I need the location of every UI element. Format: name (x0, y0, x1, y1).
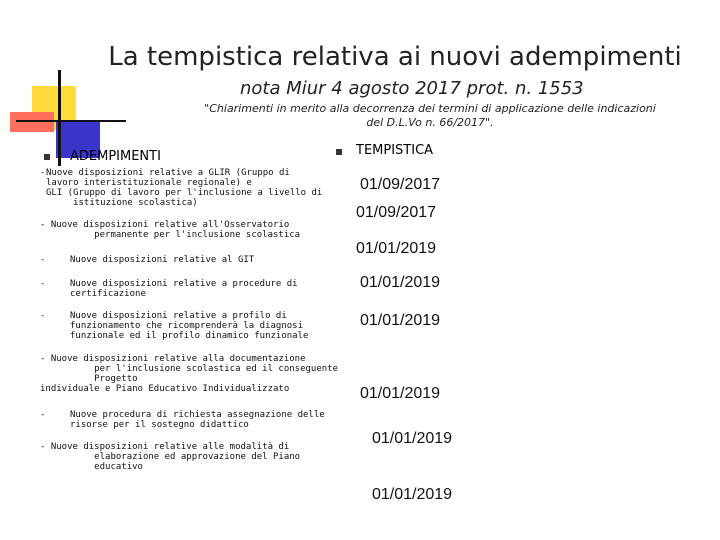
slide-title: La tempistica relativa ai nuovi adempimenti (108, 42, 682, 72)
item-7-text: Nuove procedura di richiesta assegnazione delle risorse per il sostegno didattico (70, 410, 325, 430)
item-4-text: Nuove disposizioni relative a procedure di certificazione (70, 279, 298, 299)
item-3-dash: - (40, 255, 46, 265)
date-8: 01/01/2019 (372, 486, 453, 503)
quote-line-1: "Chiarimenti in merito alla decorrenza dei termini di applicazione delle indicazioni (204, 102, 656, 115)
logo-red-square (10, 112, 54, 132)
item-1-dash: - (40, 168, 46, 178)
item-8-text: - Nuove disposizioni relative alle modalità di elaborazione ed approvazione del Piano educativo (40, 442, 301, 472)
quote-line-2: del D.L.Vo n. 66/2017". (366, 116, 494, 129)
slide-subtitle: nota Miur 4 agosto 2017 prot. n. 1553 (240, 78, 584, 99)
left-column-heading: ADEMPIMENTI (70, 149, 161, 164)
date-3: 01/01/2019 (356, 240, 437, 257)
item-6-text: - Nuove disposizioni relative alla documentazione per l'inclusione scolastica ed il conseguente Progetto individuale e Piano Educativo Individualizzato (40, 354, 339, 394)
date-6: 01/01/2019 (360, 385, 441, 402)
logo-horizontal-line (16, 120, 126, 122)
date-1: 01/09/2017 (360, 176, 441, 193)
date-2: 01/09/2017 (356, 204, 437, 221)
date-4: 01/01/2019 (360, 274, 441, 291)
right-column-heading: TEMPISTICA (356, 143, 434, 158)
item-4-dash: - (40, 279, 46, 289)
item-1-text: Nuove disposizioni relative a GLIR (Gruppo di lavoro interistituzionale regionale) e GLI (Gruppo di lavoro per l'inclusione a livello di istituzione scolastica) (46, 168, 323, 208)
quote-text (150, 102, 710, 130)
bullet-icon (44, 154, 50, 160)
item-7-dash: - (40, 410, 46, 420)
date-5: 01/01/2019 (360, 312, 441, 329)
logo-vertical-line (58, 70, 61, 166)
bullet-icon (336, 149, 342, 155)
item-5-text: Nuove disposizioni relative a profilo di funzionamento che ricomprenderà la diagnosi funzionale ed il profilo dinamico funzionale (70, 311, 309, 341)
item-5-dash: - (40, 311, 46, 321)
item-3-text: Nuove disposizioni relative al GIT (70, 255, 255, 265)
item-2-text: - Nuove disposizioni relative all'Osservatorio permanente per l'inclusione scolastica (40, 220, 301, 240)
date-7: 01/01/2019 (372, 430, 453, 447)
